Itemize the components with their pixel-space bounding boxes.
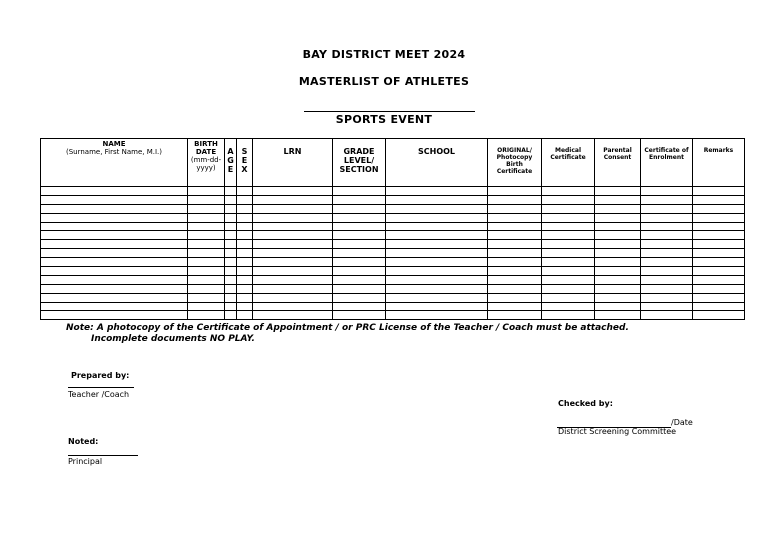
table-cell[interactable]	[693, 311, 745, 320]
table-cell[interactable]	[253, 284, 333, 293]
prepared-signature-line	[68, 387, 134, 388]
table-cell[interactable]	[253, 293, 333, 302]
table-cell[interactable]	[41, 204, 188, 213]
table-cell[interactable]	[41, 231, 188, 240]
table-cell[interactable]	[237, 249, 253, 258]
table-cell[interactable]	[641, 240, 693, 249]
table-cell[interactable]	[188, 222, 225, 231]
table-cell[interactable]	[333, 258, 386, 267]
table-cell[interactable]	[386, 213, 488, 222]
table-cell[interactable]	[641, 195, 693, 204]
table-cell[interactable]	[595, 293, 641, 302]
col-header-birth-date	[188, 139, 225, 187]
table-cell[interactable]	[41, 293, 188, 302]
table-cell[interactable]	[641, 213, 693, 222]
table-cell[interactable]	[641, 204, 693, 213]
table-cell[interactable]	[386, 195, 488, 204]
table-cell[interactable]	[225, 258, 237, 267]
table-cell[interactable]	[188, 249, 225, 258]
col-header-birth-certificate: ORIGINAL/ Photocopy Birth Certificate	[488, 139, 542, 187]
table-cell[interactable]	[253, 204, 333, 213]
table-cell[interactable]	[237, 231, 253, 240]
table-cell[interactable]	[595, 258, 641, 267]
table-cell[interactable]	[225, 284, 237, 293]
col-header-sex: SEX	[237, 139, 253, 187]
table-cell[interactable]	[333, 240, 386, 249]
table-cell[interactable]	[488, 311, 542, 320]
table-cell[interactable]	[595, 231, 641, 240]
table-cell[interactable]	[188, 240, 225, 249]
table-cell[interactable]	[542, 293, 595, 302]
table-cell[interactable]	[542, 187, 595, 196]
checked-role: District Screening Committee	[558, 427, 677, 436]
table-cell[interactable]	[693, 284, 745, 293]
table-cell[interactable]	[542, 222, 595, 231]
table-cell[interactable]	[595, 213, 641, 222]
table-cell[interactable]	[488, 275, 542, 284]
table-cell[interactable]	[488, 222, 542, 231]
table-row	[41, 187, 745, 196]
table-cell[interactable]	[225, 213, 237, 222]
table-cell[interactable]	[386, 187, 488, 196]
table-cell[interactable]	[333, 267, 386, 276]
checked-by-label: Checked by:	[558, 399, 613, 408]
table-cell[interactable]	[41, 284, 188, 293]
table-cell[interactable]	[225, 249, 237, 258]
note-line-1: Note: A photocopy of the Certificate of Appointment / or PRC License of the Teacher / Coach must be attached.	[66, 323, 629, 333]
table-cell[interactable]	[237, 222, 253, 231]
table-cell[interactable]	[693, 222, 745, 231]
athletes-table	[40, 138, 745, 320]
table-row	[41, 231, 745, 240]
table-cell[interactable]	[542, 267, 595, 276]
table-cell[interactable]	[542, 231, 595, 240]
table-cell[interactable]	[253, 258, 333, 267]
event-name-blank-line	[304, 111, 475, 112]
table-cell[interactable]	[386, 231, 488, 240]
table-cell[interactable]	[253, 240, 333, 249]
table-cell[interactable]	[41, 267, 188, 276]
athletes-table-body	[41, 187, 745, 320]
col-header-grade: GRADE LEVEL/ SECTION	[333, 139, 386, 187]
table-cell[interactable]	[386, 267, 488, 276]
table-cell[interactable]	[188, 311, 225, 320]
table-cell[interactable]	[488, 231, 542, 240]
table-cell[interactable]	[188, 267, 225, 276]
table-cell[interactable]	[333, 311, 386, 320]
table-cell[interactable]	[542, 204, 595, 213]
table-cell[interactable]	[188, 204, 225, 213]
table-cell[interactable]	[693, 275, 745, 284]
table-cell[interactable]	[641, 267, 693, 276]
table-cell[interactable]	[386, 204, 488, 213]
col-header-parental-consent: Parental Consent	[595, 139, 641, 187]
table-cell[interactable]	[225, 195, 237, 204]
table-row	[41, 311, 745, 320]
table-cell[interactable]	[693, 258, 745, 267]
table-cell[interactable]	[41, 187, 188, 196]
table-row	[41, 258, 745, 267]
col-header-remarks: Remarks	[693, 139, 745, 187]
table-cell[interactable]	[595, 275, 641, 284]
table-cell[interactable]	[237, 258, 253, 267]
table-cell[interactable]	[595, 195, 641, 204]
table-cell[interactable]	[488, 213, 542, 222]
col-header-lrn: LRN	[253, 139, 333, 187]
table-cell[interactable]	[237, 284, 253, 293]
table-cell[interactable]	[253, 222, 333, 231]
table-cell[interactable]	[641, 293, 693, 302]
table-row	[41, 195, 745, 204]
table-cell[interactable]	[641, 302, 693, 311]
table-cell[interactable]	[237, 302, 253, 311]
table-cell[interactable]	[188, 293, 225, 302]
table-cell[interactable]	[693, 240, 745, 249]
table-cell[interactable]	[488, 187, 542, 196]
table-cell[interactable]	[542, 284, 595, 293]
table-cell[interactable]	[542, 311, 595, 320]
table-cell[interactable]	[693, 204, 745, 213]
table-cell[interactable]	[693, 195, 745, 204]
table-cell[interactable]	[237, 213, 253, 222]
table-cell[interactable]	[237, 275, 253, 284]
table-cell[interactable]	[237, 293, 253, 302]
table-cell[interactable]	[253, 275, 333, 284]
table-cell[interactable]	[488, 302, 542, 311]
prepared-role: Teacher /Coach	[68, 390, 130, 399]
table-cell[interactable]	[542, 258, 595, 267]
table-cell[interactable]	[225, 222, 237, 231]
table-cell[interactable]	[188, 284, 225, 293]
sports-event-label: SPORTS EVENT	[335, 113, 433, 126]
meet-title: BAY DISTRICT MEET 2024	[302, 48, 466, 61]
table-cell[interactable]	[595, 302, 641, 311]
table-cell[interactable]	[488, 249, 542, 258]
table-cell[interactable]	[542, 195, 595, 204]
table-cell[interactable]	[595, 267, 641, 276]
table-cell[interactable]	[641, 275, 693, 284]
table-cell[interactable]	[386, 249, 488, 258]
table-cell[interactable]	[386, 311, 488, 320]
table-cell[interactable]	[693, 293, 745, 302]
name-header-sub: (Surname, First Name, M.I.)	[65, 148, 162, 156]
table-cell[interactable]	[41, 275, 188, 284]
table-cell[interactable]	[488, 240, 542, 249]
table-cell[interactable]	[488, 293, 542, 302]
table-cell[interactable]	[595, 222, 641, 231]
col-header-certificate-of-enrolment: Certificate of Enrolment	[641, 139, 693, 187]
table-cell[interactable]	[693, 302, 745, 311]
table-cell[interactable]	[386, 222, 488, 231]
table-cell[interactable]	[641, 231, 693, 240]
table-cell[interactable]	[253, 195, 333, 204]
table-cell[interactable]	[253, 231, 333, 240]
table-cell[interactable]	[542, 213, 595, 222]
table-cell[interactable]	[225, 267, 237, 276]
birth-header-label: BIRTH DATE	[194, 140, 218, 156]
table-cell[interactable]	[225, 302, 237, 311]
table-cell[interactable]	[488, 195, 542, 204]
table-cell[interactable]	[595, 284, 641, 293]
table-row	[41, 249, 745, 258]
table-cell[interactable]	[641, 222, 693, 231]
masterlist-title: MASTERLIST OF ATHLETES	[298, 75, 470, 88]
table-row	[41, 213, 745, 222]
table-cell[interactable]	[188, 302, 225, 311]
table-cell[interactable]	[253, 311, 333, 320]
table-cell[interactable]	[333, 222, 386, 231]
table-cell[interactable]	[488, 258, 542, 267]
table-cell[interactable]	[41, 222, 188, 231]
col-header-name	[41, 139, 188, 187]
table-cell[interactable]	[41, 311, 188, 320]
table-cell[interactable]	[595, 311, 641, 320]
table-cell[interactable]	[488, 267, 542, 276]
table-cell[interactable]	[225, 204, 237, 213]
table-cell[interactable]	[333, 284, 386, 293]
col-header-medical-certificate: Medical Certificate	[542, 139, 595, 187]
noted-role: Principal	[68, 457, 103, 466]
table-cell[interactable]	[225, 275, 237, 284]
table-cell[interactable]	[386, 240, 488, 249]
table-cell[interactable]	[386, 302, 488, 311]
table-cell[interactable]	[641, 258, 693, 267]
table-row	[41, 267, 745, 276]
table-cell[interactable]	[386, 275, 488, 284]
table-cell[interactable]	[333, 213, 386, 222]
table-cell[interactable]	[237, 267, 253, 276]
table-cell[interactable]	[542, 240, 595, 249]
table-cell[interactable]	[693, 213, 745, 222]
table-cell[interactable]	[225, 231, 237, 240]
table-cell[interactable]	[693, 187, 745, 196]
table-cell[interactable]	[333, 293, 386, 302]
table-row	[41, 240, 745, 249]
table-cell[interactable]	[386, 293, 488, 302]
table-cell[interactable]	[237, 195, 253, 204]
table-cell[interactable]	[641, 187, 693, 196]
table-cell[interactable]	[693, 231, 745, 240]
note-line-2: Incomplete documents NO PLAY.	[91, 334, 255, 344]
table-cell[interactable]	[333, 195, 386, 204]
table-cell[interactable]	[237, 187, 253, 196]
noted-signature-line	[68, 455, 138, 456]
checked-date-label: /Date	[671, 418, 693, 427]
table-row	[41, 293, 745, 302]
table-cell[interactable]	[333, 275, 386, 284]
table-cell[interactable]	[237, 240, 253, 249]
table-cell[interactable]	[237, 311, 253, 320]
table-cell[interactable]	[41, 249, 188, 258]
table-cell[interactable]	[641, 249, 693, 258]
table-cell[interactable]	[542, 275, 595, 284]
table-cell[interactable]	[41, 240, 188, 249]
table-cell[interactable]	[488, 284, 542, 293]
table-cell[interactable]	[41, 258, 188, 267]
table-cell[interactable]	[693, 267, 745, 276]
col-header-school: SCHOOL	[386, 139, 488, 187]
table-cell[interactable]	[693, 249, 745, 258]
table-cell[interactable]	[41, 302, 188, 311]
table-cell[interactable]	[595, 249, 641, 258]
table-cell[interactable]	[333, 204, 386, 213]
table-cell[interactable]	[41, 213, 188, 222]
name-header-label: NAME	[102, 140, 126, 148]
table-cell[interactable]	[488, 204, 542, 213]
birth-header-sub: (mm-dd-yyyy)	[190, 156, 222, 172]
table-cell[interactable]	[253, 213, 333, 222]
table-cell[interactable]	[253, 267, 333, 276]
table-cell[interactable]	[225, 293, 237, 302]
table-cell[interactable]	[188, 275, 225, 284]
table-cell[interactable]	[188, 195, 225, 204]
table-cell[interactable]	[542, 249, 595, 258]
table-cell[interactable]	[333, 249, 386, 258]
table-cell[interactable]	[333, 302, 386, 311]
table-row	[41, 284, 745, 293]
prepared-by-label: Prepared by:	[71, 371, 130, 380]
noted-label: Noted:	[68, 437, 99, 446]
table-cell[interactable]	[333, 231, 386, 240]
table-row	[41, 222, 745, 231]
table-header-row	[41, 139, 745, 187]
table-cell[interactable]	[542, 302, 595, 311]
table-cell[interactable]	[188, 187, 225, 196]
table-cell[interactable]	[253, 249, 333, 258]
table-cell[interactable]	[41, 195, 188, 204]
table-cell[interactable]	[225, 311, 237, 320]
table-cell[interactable]	[188, 213, 225, 222]
table-cell[interactable]	[253, 302, 333, 311]
col-header-age: AGE	[225, 139, 237, 187]
table-cell[interactable]	[225, 187, 237, 196]
table-cell[interactable]	[595, 187, 641, 196]
table-cell[interactable]	[641, 311, 693, 320]
table-cell[interactable]	[595, 204, 641, 213]
table-cell[interactable]	[253, 187, 333, 196]
table-cell[interactable]	[237, 204, 253, 213]
table-cell[interactable]	[641, 284, 693, 293]
table-cell[interactable]	[188, 258, 225, 267]
table-cell[interactable]	[188, 231, 225, 240]
table-row	[41, 275, 745, 284]
table-row	[41, 204, 745, 213]
table-cell[interactable]	[225, 240, 237, 249]
table-row	[41, 302, 745, 311]
table-cell[interactable]	[386, 258, 488, 267]
table-cell[interactable]	[386, 284, 488, 293]
table-cell[interactable]	[333, 187, 386, 196]
table-cell[interactable]	[595, 240, 641, 249]
